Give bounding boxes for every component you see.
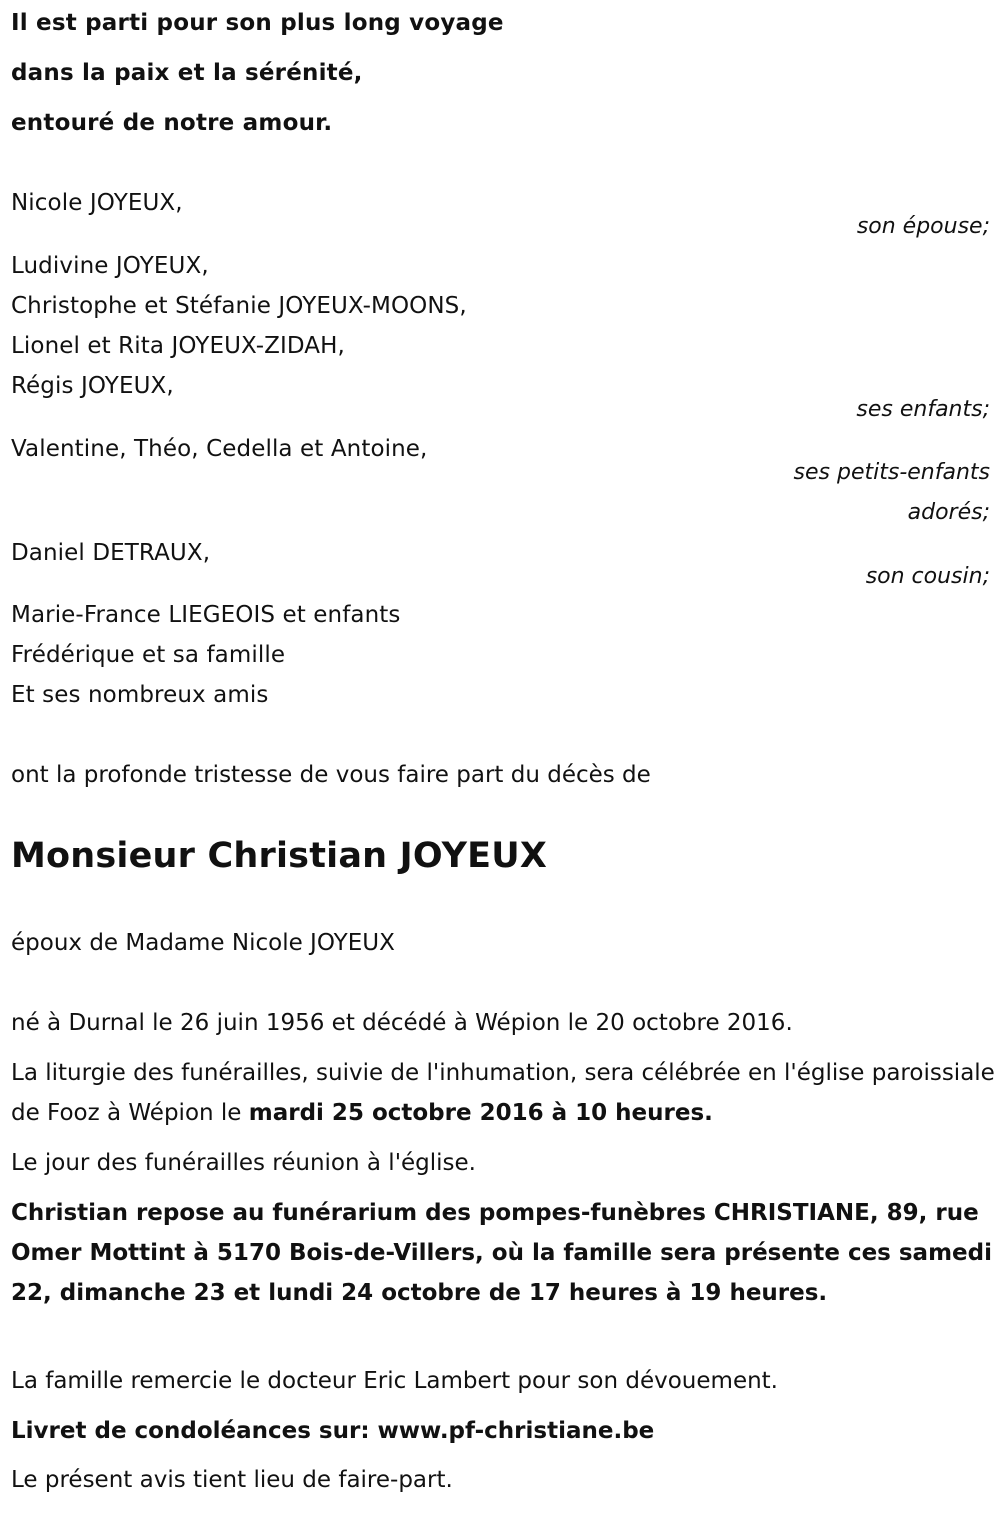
spouse-name: Nicole JOYEUX, bbox=[11, 190, 183, 216]
intro-line-3: entouré de notre amour. bbox=[11, 110, 333, 136]
child-name-4: Régis JOYEUX, bbox=[11, 373, 174, 399]
liturgy-datetime: mardi 25 octobre 2016 à 10 heures. bbox=[248, 1100, 713, 1126]
child-name-3: Lionel et Rita JOYEUX-ZIDAH, bbox=[11, 333, 345, 359]
birth-death-text: né à Durnal le 26 juin 1956 et décédé à Wépion le 20 octobre 2016. bbox=[11, 1010, 793, 1036]
liturgy-text: La liturgie des funérailles, suivie de l'inhumation, sera célébrée en l'église paroissiale de Fooz à Wépion le bbox=[11, 1060, 995, 1126]
deceased-name: Monsieur Christian JOYEUX bbox=[11, 836, 548, 876]
child-name-1: Ludivine JOYEUX, bbox=[11, 253, 209, 279]
intro-line-1: Il est parti pour son plus long voyage bbox=[11, 10, 504, 36]
reunion-text: Le jour des funérailles réunion à l'église. bbox=[11, 1150, 476, 1176]
child-name-2: Christophe et Stéfanie JOYEUX-MOONS, bbox=[11, 293, 467, 319]
visitation-paragraph: Christian repose au funérarium des pompes-funèbres CHRISTIANE, 89, rue Omer Mottint à 5170 Bois-de-Villers, où la famille sera présente ces samedi 22, dimanche 23 et lundi 24 octobre de 17 heures à 19 heures. bbox=[11, 1200, 992, 1306]
liturgy-paragraph bbox=[11, 1053, 996, 1133]
condolences-link-text: Livret de condoléances sur: www.pf-christiane.be bbox=[11, 1418, 655, 1444]
grandchildren-relation-line-1: ses petits-enfants bbox=[793, 460, 990, 485]
deceased-spouse-of: époux de Madame Nicole JOYEUX bbox=[11, 930, 395, 956]
other-mourner-3: Et ses nombreux amis bbox=[11, 682, 269, 708]
other-mourner-2: Frédérique et sa famille bbox=[11, 642, 286, 668]
thanks-text: La famille remercie le docteur Eric Lambert pour son dévouement. bbox=[11, 1368, 778, 1394]
spouse-relation: son épouse; bbox=[856, 214, 990, 239]
children-relation: ses enfants; bbox=[856, 397, 990, 422]
intro-line-2: dans la paix et la sérénité, bbox=[11, 60, 363, 86]
cousin-relation: son cousin; bbox=[865, 564, 990, 589]
grandchildren-relation-line-2: adorés; bbox=[907, 500, 990, 525]
notice-text: Le présent avis tient lieu de faire-part. bbox=[11, 1467, 453, 1493]
announcement-text: ont la profonde tristesse de vous faire part du décès de bbox=[11, 762, 651, 788]
grandchildren-names: Valentine, Théo, Cedella et Antoine, bbox=[11, 436, 428, 462]
other-mourner-1: Marie-France LIEGEOIS et enfants bbox=[11, 602, 401, 628]
cousin-name: Daniel DETRAUX, bbox=[11, 540, 211, 566]
